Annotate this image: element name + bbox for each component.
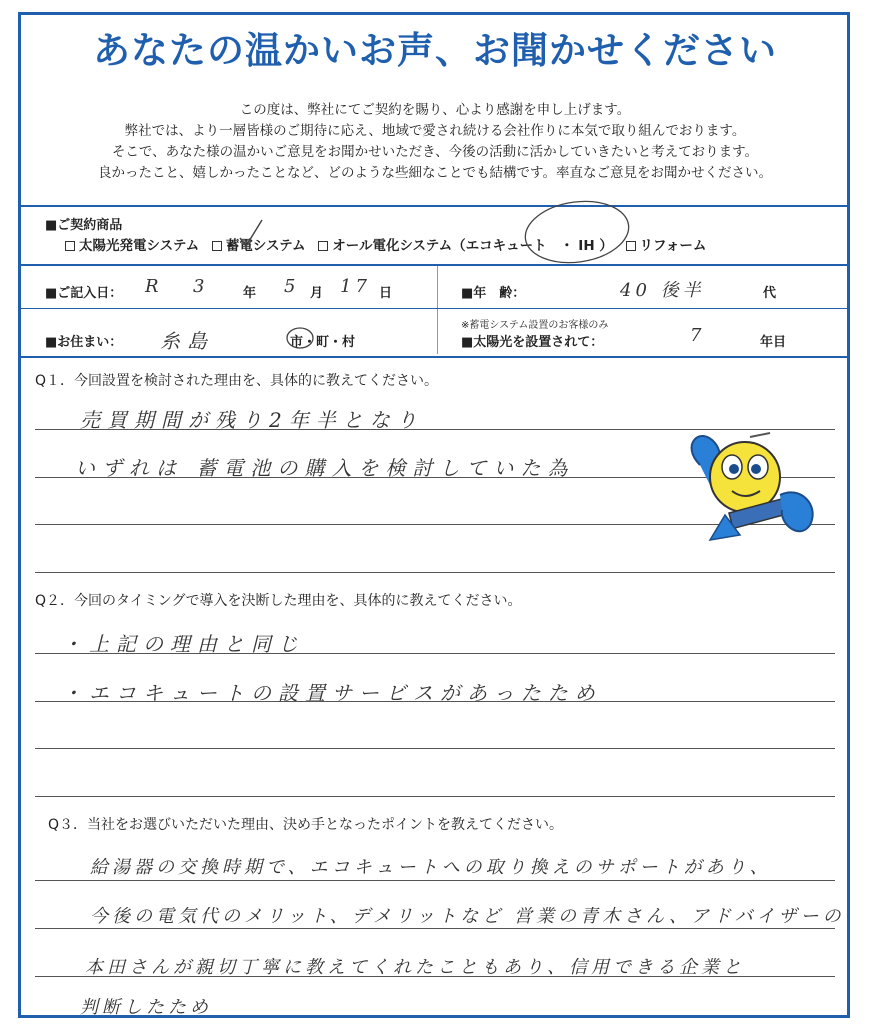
option-allelectric: オール電化システム（エコキュート ・ IH ） xyxy=(332,238,613,254)
intro-line: そこで、あなた様の温かいご意見をお聞かせいただき、今後の活動に活かしていきたいと考えております。 xyxy=(111,144,759,160)
answer-rule xyxy=(35,928,835,929)
residence-suffix: 市・町・村 xyxy=(290,335,356,350)
month-unit: 月 xyxy=(310,286,324,301)
answer-rule xyxy=(35,748,835,749)
solar-years-value: 7 xyxy=(690,325,706,346)
answer-rule xyxy=(35,796,835,797)
q3-answer-line: 判断したため xyxy=(80,997,212,1018)
q1-answer-line: 売買期間が残り2年半となり xyxy=(80,408,424,432)
date-day: 17 xyxy=(340,276,371,297)
date-label: ■ご記入日： xyxy=(45,286,123,301)
products-heading: ■ご契約商品 xyxy=(45,218,123,233)
day-unit: 日 xyxy=(379,286,393,301)
check-mark-icon xyxy=(240,220,262,246)
column-divider xyxy=(437,266,438,354)
date-month: 5 xyxy=(284,276,300,297)
q2-answer-line: ・エコキュートの設置サービスがあったため xyxy=(62,681,602,705)
answer-rule xyxy=(35,976,835,977)
answer-rule xyxy=(35,653,835,654)
year-unit: 年 xyxy=(243,286,257,301)
answer-rule xyxy=(35,880,835,881)
residence-label: ■お住まい： xyxy=(45,335,123,350)
age-label: ■年 齢： xyxy=(461,286,526,301)
option-solar: 太陽光発電システム xyxy=(79,238,200,254)
residence-value: 糸島 xyxy=(160,329,214,353)
option-battery: 蓄電システム xyxy=(225,238,306,254)
divider xyxy=(21,264,847,266)
answer-rule xyxy=(35,701,835,702)
solar-note: ※蓄電システム設置のお客様のみ xyxy=(461,320,609,331)
q3-question: Q３．当社をお選びいただいた理由、決め手となったポイントを教えてください。 xyxy=(48,817,564,833)
q2-question: Q２．今回のタイミングで導入を決断した理由を、具体的に教えてください。 xyxy=(35,593,522,609)
q3-answer-line: 今後の電気代のメリット、デメリットなど 営業の青木さん、アドバイザーの xyxy=(90,906,845,927)
option-reform: リフォーム xyxy=(639,238,707,254)
q3-answer-line: 本田さんが親切丁寧に教えてくれたこともあり、信用できる企業と xyxy=(85,957,745,978)
mascot-illustration xyxy=(670,425,840,555)
date-era: R xyxy=(145,276,163,297)
intro-line: 良かったこと、嬉しかったことなど、どのような些細なことでも結構です。率直なご意見をお聞かせください。 xyxy=(98,165,772,181)
divider xyxy=(21,308,847,309)
circle-mark-icon xyxy=(521,195,632,269)
solar-years-label: ■太陽光を設置されて： xyxy=(461,335,604,350)
q1-question: Q１．今回設置を検討された理由を、具体的に教えてください。 xyxy=(35,373,439,389)
q3-answer-line: 給湯器の交換時期で、エコキュートへの取り換えのサポートがあり、 xyxy=(90,857,772,878)
age-unit: 代 xyxy=(763,286,777,301)
answer-rule xyxy=(35,572,835,573)
intro-line: この度は、弊社にてご契約を賜り、心より感謝を申し上げます。 xyxy=(239,102,631,118)
page-title: あなたの温かいお声、お聞かせください xyxy=(93,29,777,72)
divider xyxy=(21,356,847,358)
q2-answer-line: ・上記の理由と同じ xyxy=(62,632,305,656)
date-year: 3 xyxy=(193,276,209,297)
intro-line: 弊社では、より一層皆様のご期待に応え、地域で愛され続ける会社作りに本気で取り組んでおります。 xyxy=(124,123,746,139)
solar-years-unit: 年目 xyxy=(760,335,787,350)
q1-answer-line: いずれは 蓄電池の購入を検討していた為 xyxy=(75,456,575,480)
age-value: 40 後半 xyxy=(620,280,705,301)
